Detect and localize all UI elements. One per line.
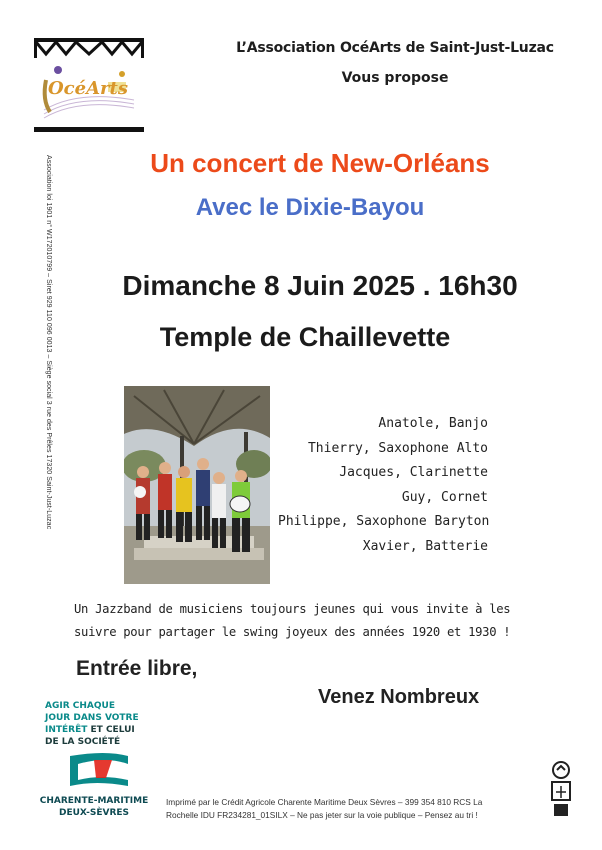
musician-item: Thierry, Saxophone Alto bbox=[307, 440, 488, 456]
recycle-icon bbox=[548, 760, 574, 820]
footer-line: Rochelle IDU FR234281_01SILX – Ne pas jeter sur la voie publique – Pensez au tri ! bbox=[166, 810, 478, 820]
association-title: L’Association OcéArts de Saint-Just-Luzac bbox=[236, 40, 554, 56]
intro-line: Un Jazzband de musiciens toujours jeunes qui vous invite à les bbox=[74, 602, 511, 616]
musician-item: Anatole, Banjo bbox=[378, 416, 488, 431]
musician-item: Xavier, Batterie bbox=[362, 538, 488, 554]
band-photo bbox=[124, 386, 270, 584]
come-many: Venez Nombreux bbox=[318, 686, 480, 708]
intro-line: suivre pour partager le swing joyeux des années 1920 et 1930 ! bbox=[74, 625, 511, 639]
logo-music-art-icon bbox=[38, 60, 140, 124]
credit-agricole-logo-icon bbox=[66, 750, 132, 788]
legal-sidebar: Association loi 1901 n° W172010799 – Siret 929 110 096 0013 – Siège social 3 rue des Prêles 17320 Saint-Just-Luzac bbox=[45, 155, 52, 530]
musician-item: Philippe, Saxophone Baryton bbox=[278, 514, 490, 529]
oceart-logo bbox=[34, 38, 144, 132]
print-footer bbox=[166, 796, 536, 822]
sponsor-region-1: CHARENTE-MARITIME bbox=[39, 796, 149, 806]
slogan-line bbox=[45, 724, 145, 736]
event-venue: Temple de Chaillevette bbox=[159, 322, 451, 352]
slogan-line: AGIR CHAQUE bbox=[45, 701, 115, 711]
slogan-line: JOUR DANS VOTRE bbox=[45, 713, 139, 723]
musician-item: Jacques, Clarinette bbox=[339, 465, 488, 480]
logo-frame-bottom bbox=[34, 127, 144, 132]
slogan-line: DE LA SOCIÉTÉ bbox=[45, 737, 121, 747]
logo-text: OcéArts bbox=[48, 78, 128, 99]
sponsor-region-2: DEUX-SÈVRES bbox=[58, 808, 130, 818]
intro-paragraph bbox=[74, 598, 554, 644]
band-name: Avec le Dixie-Bayou bbox=[195, 194, 425, 221]
sponsor-slogan bbox=[45, 700, 145, 748]
association-subtitle: Vous propose bbox=[341, 70, 449, 86]
slogan-word: ET CELUI bbox=[87, 725, 135, 735]
musicians-list bbox=[278, 412, 488, 559]
logo-frame-icon bbox=[34, 38, 144, 58]
footer-line: Imprimé par le Crédit Agricole Charente Maritime Deux Sèvres – 399 354 810 RCS La bbox=[166, 797, 483, 807]
slogan-word: INTÉRÊT bbox=[45, 725, 88, 735]
event-date: Dimanche 8 Juin 2025 . 16h30 bbox=[122, 270, 518, 301]
musician-item: Guy, Cornet bbox=[401, 489, 488, 505]
free-entry: Entrée libre, bbox=[76, 657, 198, 680]
concert-headline: Un concert de New-Orléans bbox=[150, 148, 490, 178]
